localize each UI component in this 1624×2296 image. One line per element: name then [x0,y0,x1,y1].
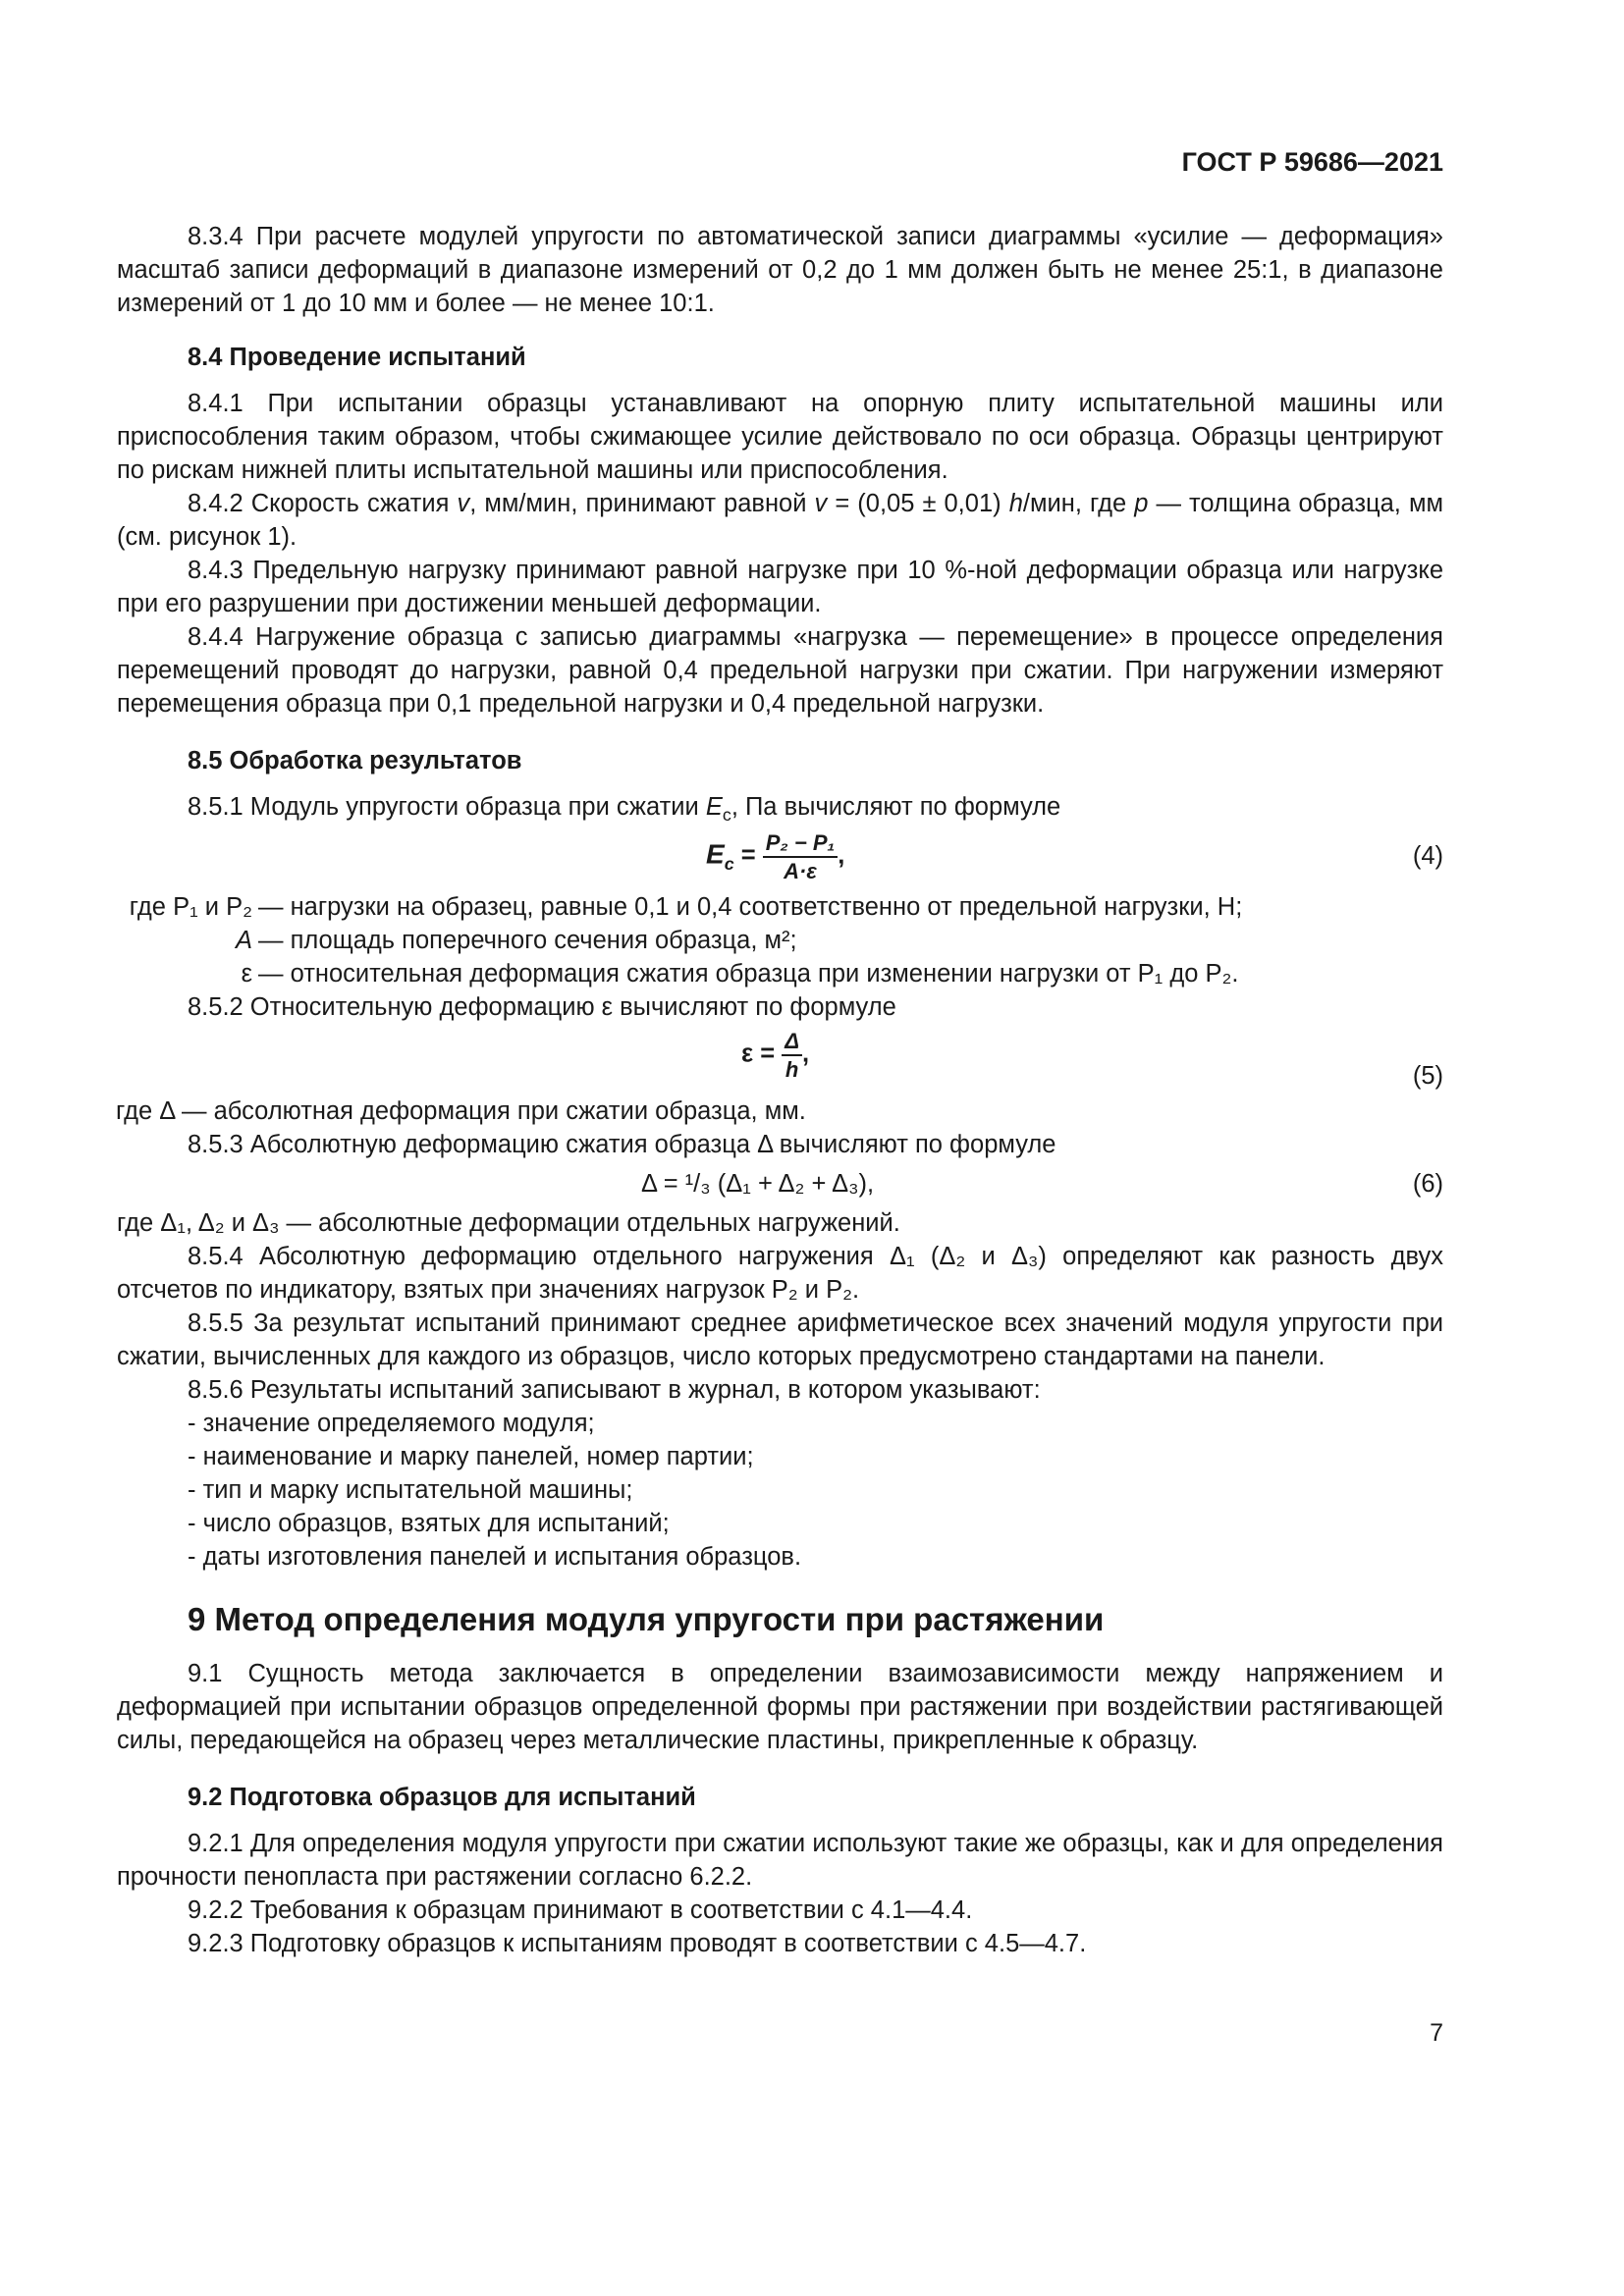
equation-4-number: (4) [1412,842,1443,870]
paragraph-8-5-3: 8.5.3 Абсолютную деформацию сжатия образца Δ вычисляют по формуле [188,1131,1056,1158]
subsection-heading-9-2: 9.2 Подготовка образцов для испытаний [188,1784,696,1811]
where-5: где Δ — абсолютная деформация при сжатии образца, мм. [116,1097,806,1125]
equation-4-formula: $E_c$ = $\frac{\text{P₂ − P₁}}{A\cdot\varepsilon}$ , [706,830,845,883]
subsection-heading-8-4: 8.4 Проведение испытаний [188,344,526,371]
subsection-heading-8-5: 8.5 Обработка результатов [188,747,522,774]
paragraph-9-1: 9.1 Сущность метода заключается в определении взаимозависимости между напряжением и деформацией при испытании образцов определенной формы при растяжении при воздействии растягивающей силы, передающейся на образец через металлические пластины, прикрепленные к образцу. [117,1660,1443,1754]
where-6: где Δ₁, Δ₂ и Δ₃ — абсолютные деформации отдельных нагружений. [117,1209,900,1237]
paragraph-8-4-2: 8.4.2 Скорость сжатия v, мм/мин, принимают равной v = (0,05 ± 0,01) h/мин, где p — толщина образца, мм (см. рисунок 1). [117,490,1444,551]
equation-5-formula: ε = $\frac{\Delta}{h}$ , [741,1029,810,1082]
section-heading-9: 9 Метод определения модуля упругости при растяжении [188,1601,1105,1637]
paragraph-8-5-1: 8.5.1 Модуль упругости образца при сжатии $E_с$, Па вычисляют по формуле [188,793,1061,826]
paragraph-8-4-1: 8.4.1 При испытании образцы устанавливают на опорную плиту испытательной машины или приспособления таким образом, чтобы сжимающее усилие действовало по оси образца. Образцы центрируют по рискам нижней плиты испытательной машины или приспособления. [117,390,1443,484]
list-item: - даты изготовления панелей и испытания образцов. [188,1543,802,1571]
list-item: - наименование и марку панелей, номер партии; [188,1443,754,1470]
paragraph-9-2-2: 9.2.2 Требования к образцам принимают в соответствии с 4.1—4.4. [188,1896,973,1924]
paragraph-8-5-2: 8.5.2 Относительную деформацию ε вычисляют по формуле [188,993,896,1021]
equation-6-formula: Δ = ¹/₃ (Δ₁ + Δ₂ + Δ₃), [641,1170,875,1198]
paragraph-8-3-4: 8.3.4 При расчете модулей упругости по автоматической записи диаграммы «усилие — деформация» масштаб записи деформаций в диапазоне измерений от 0,2 до 1 мм должен быть не менее 25:1, в диапазоне измерений от 1 до 10 мм и более — не менее 10:1. [117,223,1443,317]
where-4-row-2: A — площадь поперечного сечения образца, м²; [235,927,797,954]
equation-5-number: (5) [1412,1062,1443,1090]
where-4-row-1: где P₁ и P₂ — нагрузки на образец, равные 0,1 и 0,4 соответственно от предельной нагрузки, Н; [129,893,1243,921]
equation-6-number: (6) [1412,1170,1443,1198]
page-number: 7 [1430,2019,1443,2047]
paragraph-8-5-6: 8.5.6 Результаты испытаний записывают в журнал, в котором указывают: [188,1376,1041,1404]
where-4-row-3: ε — относительная деформация сжатия образца при изменении нагрузки от P₁ до P₂. [241,960,1239,988]
equation-5 [117,1024,1443,1095]
paragraph-8-4-3: 8.4.3 Предельную нагрузку принимают равной нагрузке при 10 %-ной деформации образца или нагрузке при его разрушении при достижении меньшей деформации. [117,557,1443,617]
paragraph-8-5-4: 8.5.4 Абсолютную деформацию отдельного нагружения Δ₁ (Δ₂ и Δ₃) определяют как разность двух отсчетов по индикатору, взятых при значениях нагрузок P₂ и P₂. [117,1243,1443,1304]
paragraph-8-4-4: 8.4.4 Нагружение образца с записью диаграммы «нагрузка — перемещение» в процессе определения перемещений проводят до нагрузки, равной 0,4 предельной нагрузки при сжатии. При нагружении измеряют перемещения образца при 0,1 предельной нагрузки и 0,4 предельной нагрузки. [117,623,1443,718]
equation-4 [117,824,1443,890]
list-item: - тип и марку испытательной машины; [188,1476,633,1504]
list-item: - число образцов, взятых для испытаний; [188,1510,670,1537]
paragraph-9-2-1: 9.2.1 Для определения модуля упругости при сжатии используют такие же образцы, как и для определения прочности пенопласта при растяжении согласно 6.2.2. [117,1830,1443,1891]
document-code-header: ГОСТ Р 59686—2021 [1181,147,1443,177]
equation-6 [117,1161,1443,1206]
list-item: - значение определяемого модуля; [188,1410,595,1437]
page-content [117,220,1443,1960]
paragraph-9-2-3: 9.2.3 Подготовку образцов к испытаниям проводят в соответствии с 4.5—4.7. [188,1930,1087,1957]
paragraph-8-5-5: 8.5.5 За результат испытаний принимают среднее арифметическое всех значений модуля упругости при сжатии, вычисленных для каждого из образцов, число которых предусмотрено стандартами на панели. [117,1309,1443,1370]
